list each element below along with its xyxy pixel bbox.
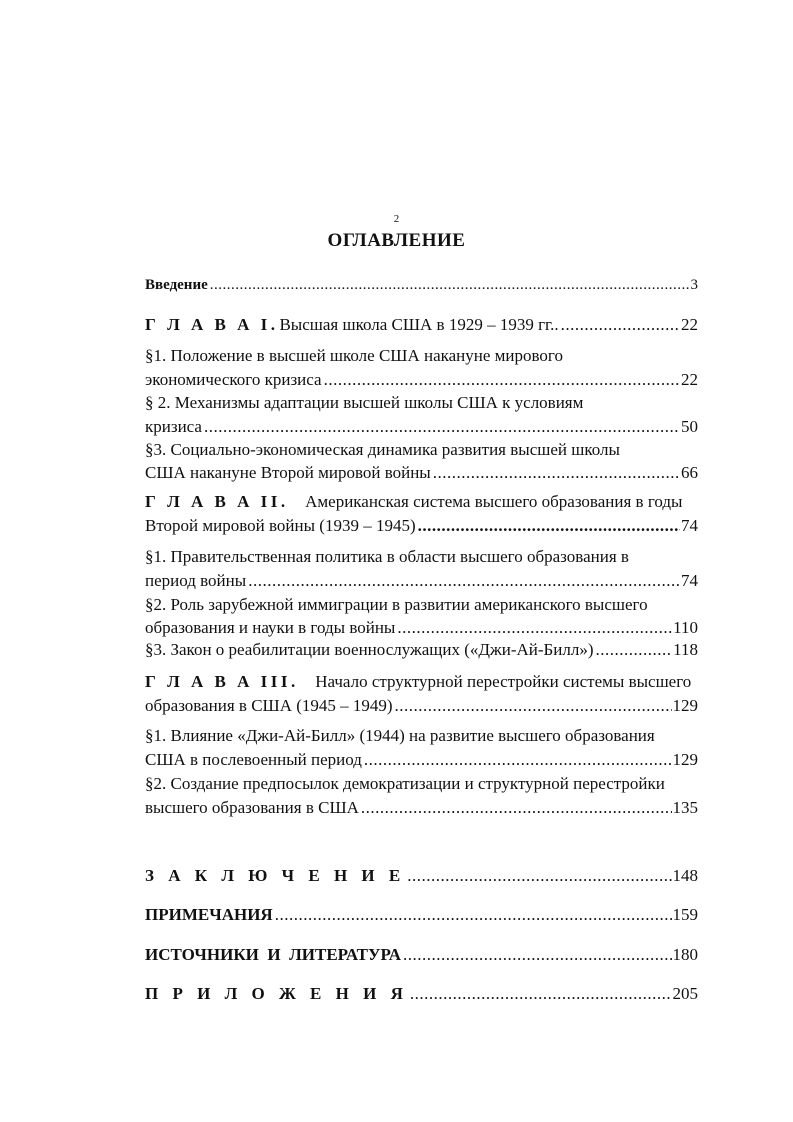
- section-title: образования и науки в годы войны: [145, 618, 396, 637]
- dot-leader: [433, 461, 680, 485]
- dot-leader: [210, 273, 690, 297]
- toc-entry-chapter-2-line-2[interactable]: [145, 514, 698, 538]
- dot-leader: [361, 796, 672, 820]
- chapter-2-title: Американская система высшего образования в годы: [305, 492, 683, 511]
- section-title: §1. Влияние «Джи-Ай-Билл» (1944) на развитие высшего образования: [145, 726, 655, 745]
- sources-page: 180: [672, 945, 698, 964]
- toc-entry-chapter-2-line-1[interactable]: [145, 490, 698, 514]
- chapter-3-prefix: Г Л А В А III.: [145, 672, 299, 691]
- dot-leader: [364, 748, 672, 772]
- toc-entry-chapter-1-section-3-line-2[interactable]: [145, 461, 698, 485]
- dot-leader: [418, 514, 680, 538]
- toc-entry-chapter-2-section-1-line-2[interactable]: [145, 569, 698, 593]
- chapter-2-prefix: Г Л А В А II.: [145, 492, 289, 511]
- dot-leader: [324, 368, 680, 392]
- chapter-3-page: 129: [672, 696, 698, 715]
- section-title: период войны: [145, 571, 247, 590]
- toc-entry-chapter-1[interactable]: [145, 313, 698, 337]
- dot-leader: [596, 638, 673, 662]
- dot-leader: [395, 694, 672, 718]
- page-number: 2: [393, 213, 400, 225]
- toc-entry-chapter-2-section-2-line-1[interactable]: [145, 593, 698, 617]
- chapter-1-prefix: Г Л А В А I.: [145, 315, 279, 334]
- section-title: §1. Правительственная политика в области высшего образования в: [145, 547, 629, 566]
- section-page: 74: [681, 571, 698, 590]
- appendix-page: 205: [672, 984, 698, 1003]
- notes-label: ПРИМЕЧАНИЯ: [145, 905, 273, 924]
- dot-leader: [204, 415, 680, 439]
- toc-entry-chapter-3-section-1-line-2[interactable]: [145, 748, 698, 772]
- page-title: ОГЛАВЛЕНИЕ: [327, 230, 466, 251]
- section-title: § 2. Механизмы адаптации высшей школы США к условиям: [145, 393, 584, 412]
- toc-entry-chapter-1-section-3-line-1[interactable]: [145, 438, 698, 462]
- chapter-3-title: образования в США (1945 – 1949): [145, 696, 393, 715]
- dot-leader: [403, 943, 672, 967]
- section-page: 129: [672, 750, 698, 769]
- toc-entry-chapter-3-line-2[interactable]: [145, 694, 698, 718]
- toc-entry-chapter-1-section-1-line-2[interactable]: [145, 368, 698, 392]
- introduction-page: 3: [690, 277, 698, 293]
- toc-entry-chapter-2-section-2-line-2[interactable]: [145, 616, 698, 640]
- toc-entry-sources[interactable]: [145, 943, 698, 967]
- toc-entry-chapter-3-line-1[interactable]: [145, 670, 698, 694]
- chapter-2-page: 74: [681, 516, 698, 535]
- section-title: экономического кризиса: [145, 370, 322, 389]
- toc-entry-chapter-3-section-1-line-1[interactable]: [145, 724, 698, 748]
- notes-page: 159: [672, 905, 698, 924]
- section-page: 135: [672, 798, 698, 817]
- toc-entry-appendix[interactable]: [145, 982, 698, 1006]
- sources-label: ИСТОЧНИКИ И ЛИТЕРАТУРА: [145, 945, 401, 964]
- section-title: §1. Положение в высшей школе США накануне мирового: [145, 346, 563, 365]
- dot-leader: [561, 313, 680, 337]
- toc-entry-chapter-1-section-2-line-2[interactable]: [145, 415, 698, 439]
- dot-leader: [397, 616, 672, 640]
- section-title: §3. Закон о реабилитации военнослужащих («Джи-Ай-Билл»): [145, 640, 594, 659]
- conclusion-label: З А К Л Ю Ч Е Н И Е: [145, 866, 406, 885]
- conclusion-page: 148: [672, 866, 698, 885]
- toc-entry-chapter-3-section-2-line-1[interactable]: [145, 772, 698, 796]
- toc-entry-chapter-3-section-2-line-2[interactable]: [145, 796, 698, 820]
- chapter-1-title: Высшая школа США в 1929 – 1939 гг..: [279, 315, 559, 334]
- section-title: США накануне Второй мировой войны: [145, 463, 431, 482]
- section-title: высшего образования в США: [145, 798, 359, 817]
- section-page: 66: [681, 463, 698, 482]
- toc-entry-chapter-2-section-1-line-1[interactable]: [145, 545, 698, 569]
- toc-entry-conclusion[interactable]: [145, 864, 698, 888]
- toc-entry-chapter-2-section-3[interactable]: [145, 638, 698, 662]
- section-page: 118: [673, 640, 698, 659]
- introduction-label: Введение: [145, 277, 208, 293]
- toc-entry-chapter-1-section-1-line-1[interactable]: [145, 344, 698, 368]
- section-title: §3. Социально-экономическая динамика развития высшей школы: [145, 440, 620, 459]
- section-title: США в послевоенный период: [145, 750, 362, 769]
- section-page: 110: [673, 618, 698, 637]
- section-page: 50: [681, 417, 698, 436]
- chapter-2-title: Второй мировой войны (1939 – 1945): [145, 516, 416, 535]
- section-page: 22: [681, 370, 698, 389]
- dot-leader: [275, 903, 672, 927]
- dot-leader: [248, 569, 680, 593]
- dot-leader: [410, 982, 672, 1006]
- dot-leader: [407, 864, 671, 888]
- section-title: §2. Роль зарубежной иммиграции в развитии американского высшего: [145, 595, 648, 614]
- toc-entry-chapter-1-section-2-line-1[interactable]: [145, 391, 698, 415]
- appendix-label: П Р И Л О Ж Е Н И Я: [145, 984, 408, 1003]
- toc-entry-introduction[interactable]: [145, 273, 698, 297]
- section-title: кризиса: [145, 417, 202, 436]
- chapter-3-title: Начало структурной перестройки системы высшего: [315, 672, 692, 691]
- chapter-1-page: 22: [681, 315, 698, 334]
- section-title: §2. Создание предпосылок демократизации и структурной перестройки: [145, 774, 665, 793]
- toc-entry-notes[interactable]: [145, 903, 698, 927]
